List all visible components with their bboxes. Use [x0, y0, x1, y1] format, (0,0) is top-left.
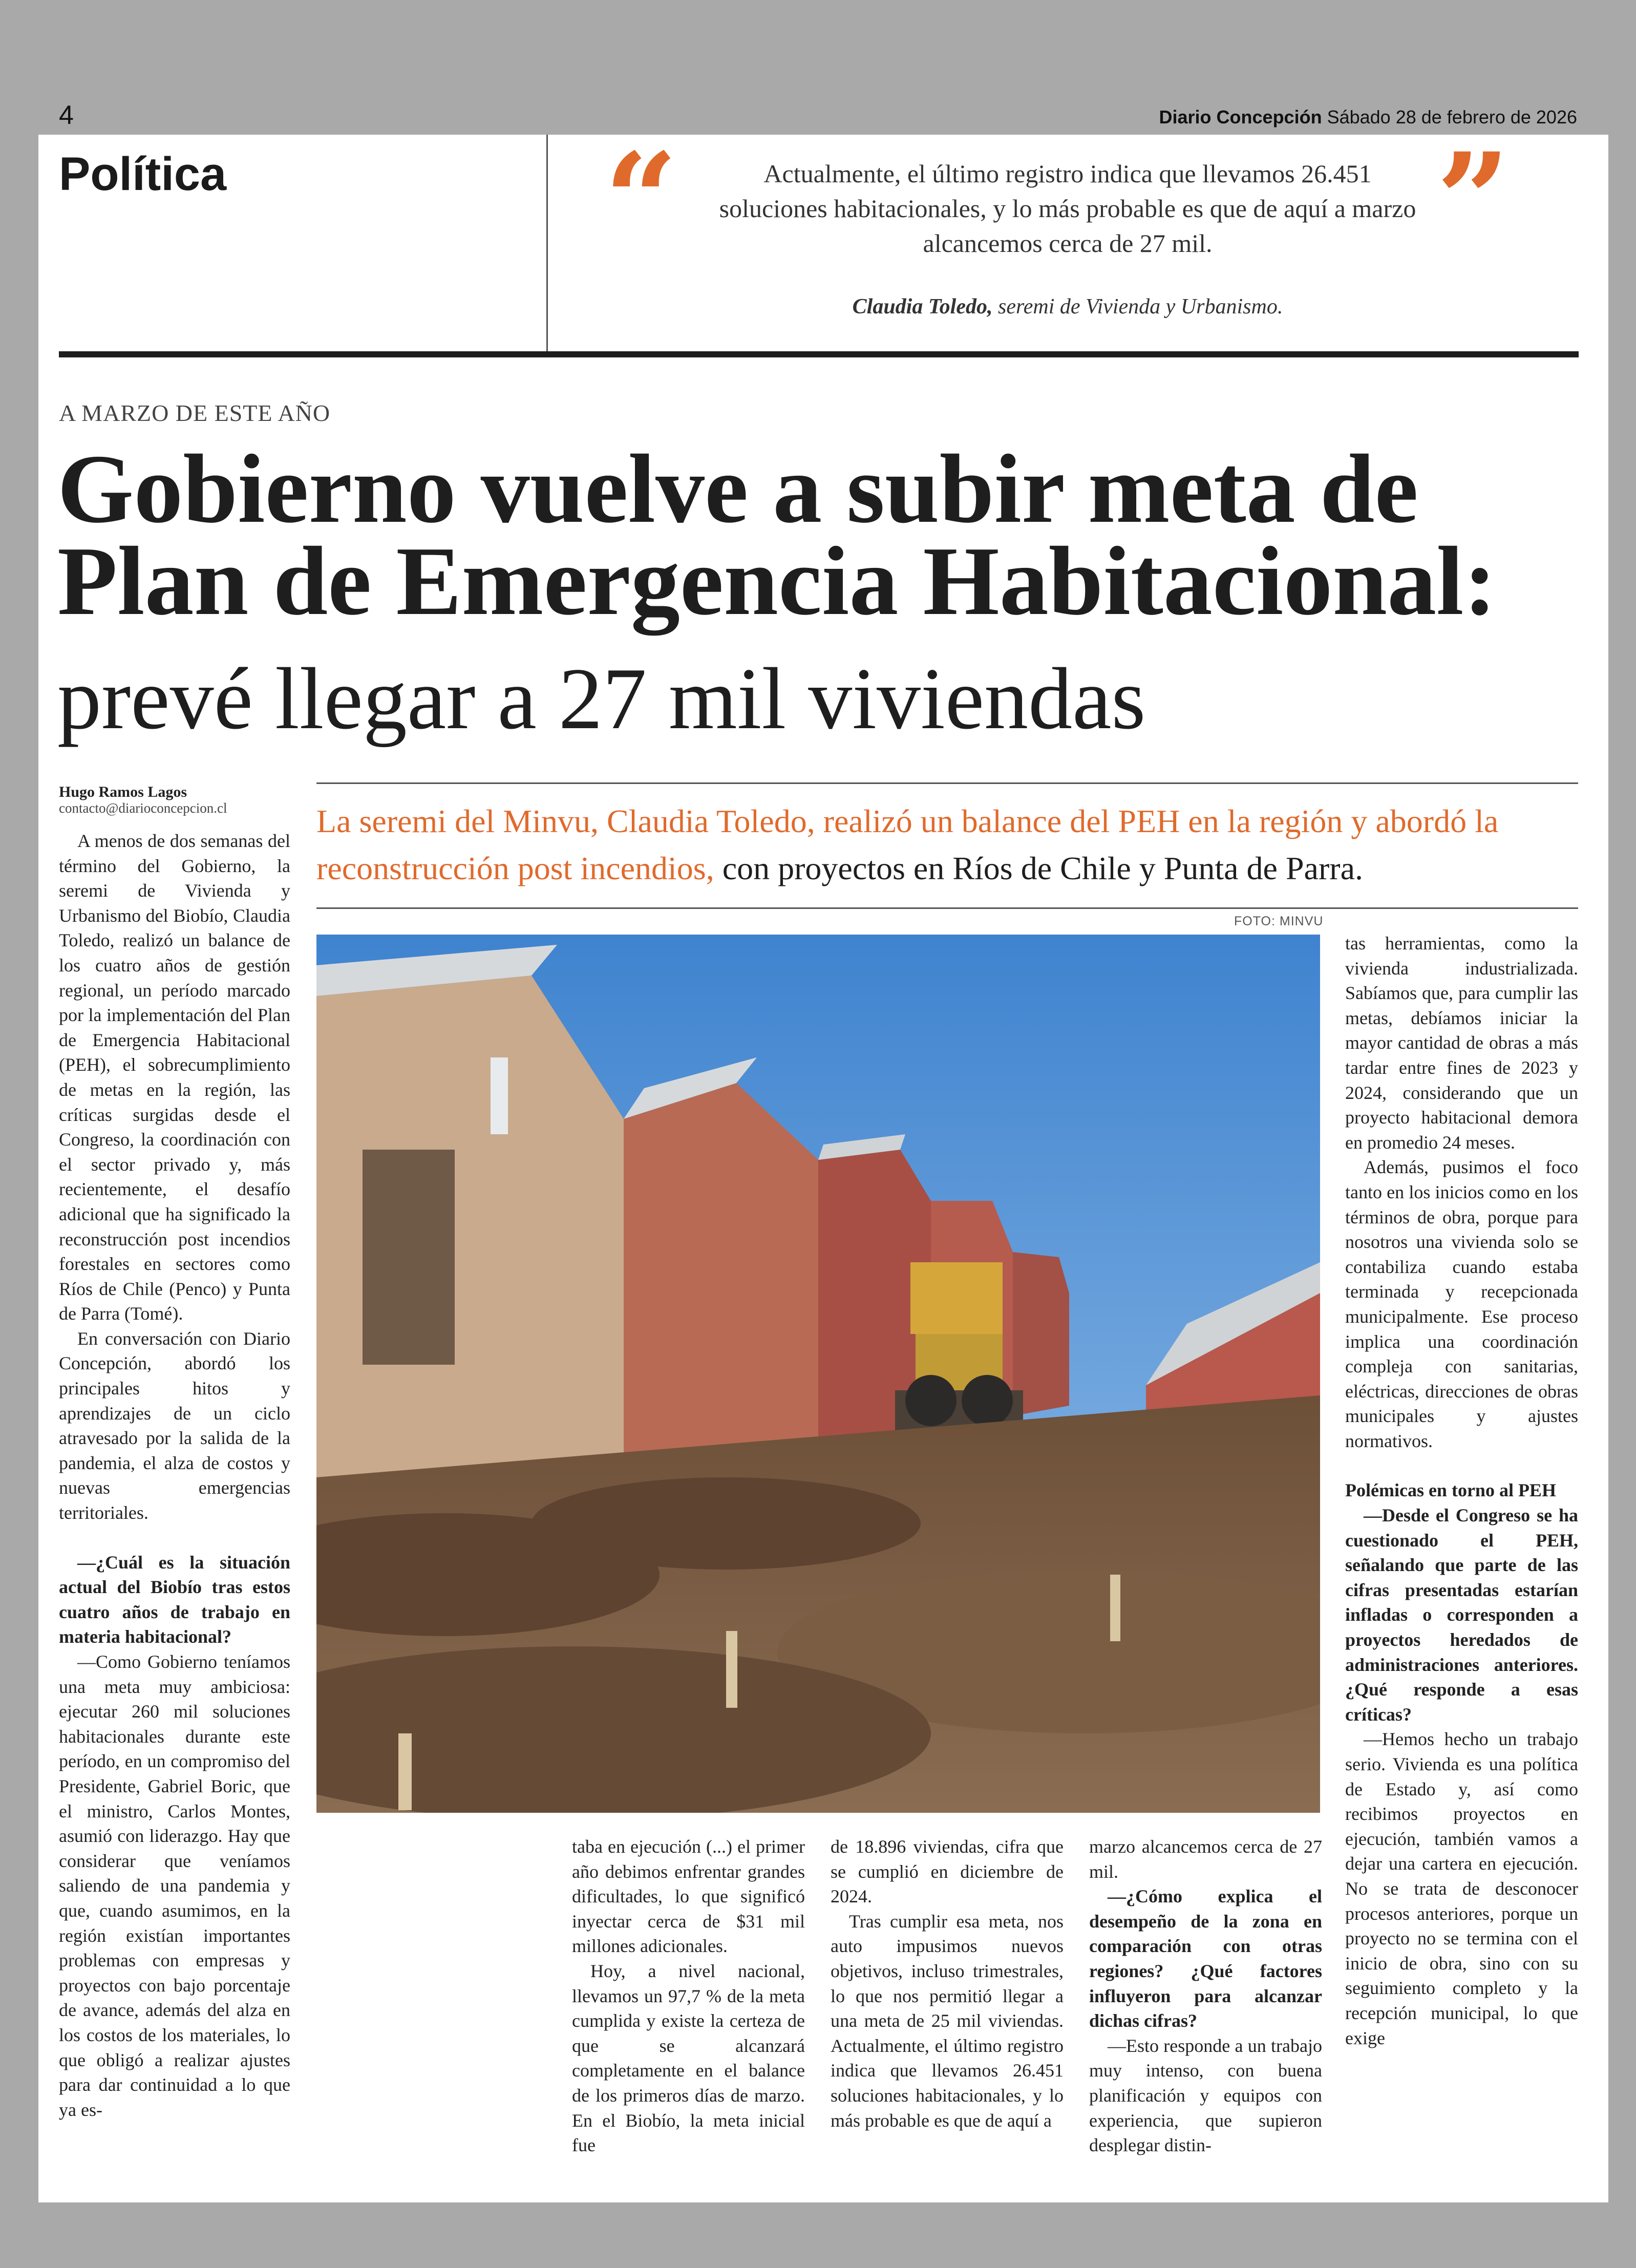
- subsection-heading: Polémicas en torno al PEH: [1345, 1480, 1556, 1501]
- paragraph: Además, pusimos el foco tanto en los inicios como en los términos de obra, porque para nosotros una vivienda solo se contabiliza cuando estaba terminada y recepcionada municipalmente. Ese proceso implica una coordinación compleja con sanitarias, eléctricas, direcciones de obras municipales y ajustes normativos.: [1345, 1157, 1578, 1451]
- open-quote-icon: “: [604, 124, 678, 275]
- quote-attribution: [709, 294, 1426, 319]
- subheadline: prevé llegar a 27 mil viviendas: [57, 650, 1146, 748]
- paragraph: En conversación con Diario Concepción, abordó los principales hitos y aprendizajes de un ciclo atravesado por la salida de la pandemia, el alza de costos y nuevas emergencias territoriales.: [59, 1328, 290, 1523]
- interview-question: —Desde el Congreso se ha cuestionado el PEH, señalando que parte de las cifras presentadas estarían infladas o corresponden a proyectos heredados de administraciones anteriores. ¿Qué responde a esas críticas?: [1345, 1505, 1578, 1725]
- deck-highlight: La seremi del Minvu, Claudia Toledo, realizó un balance del PEH en la región y abordó la reconstrucción post incendios,: [316, 803, 1499, 886]
- publication-name: Diario Concepción: [1159, 107, 1322, 128]
- paragraph: marzo alcancemos cerca de 27 mil.: [1089, 1836, 1322, 1882]
- paragraph: A menos de dos semanas del término del Gobierno, la seremi de Vivienda y Urbanismo del Biobío, Claudia Toledo, realizó un balance de los cuatro años de gestión regional, un período marcado por la implementación del Plan de Emergencia Habitacional (PEH), el sobrecumplimiento de metas en la región, las críticas surgidas desde el Congreso, la coordinación con el sector privado y, más recientemente, el desafío adicional que ha significado la reconstrucción post incendios forestales en sectores como Ríos de Chile (Penco) y Punta de Parra (Tomé).: [59, 831, 290, 1324]
- issue-date: Sábado 28 de febrero de 2026: [1327, 107, 1577, 128]
- deck: [316, 798, 1576, 892]
- byline-author: Hugo Ramos Lagos: [59, 783, 187, 800]
- interview-question: —¿Cómo explica el desempeño de la zona en comparación con otras regiones? ¿Qué factores influyeron para alcanzar dichas cifras?: [1089, 1886, 1322, 2031]
- quote-author: Claudia Toledo,: [852, 295, 993, 319]
- quote-role: seremi de Vivienda y Urbanismo.: [992, 295, 1283, 319]
- paragraph: de 18.896 viviendas, cifra que se cumplió en diciembre de 2024.: [831, 1836, 1064, 1907]
- paragraph: Hoy, a nivel nacional, llevamos un 97,7 % de la meta cumplida y existe la certeza de que se alcanzará completamente en el balance de los primeros días de marzo. En el Biobío, la meta inicial fue: [572, 1960, 805, 2156]
- column-4: [1089, 1834, 1322, 2158]
- paragraph: taba en ejecución (...) el primer año debimos enfrentar grandes dificultades, lo que significó inyectar cerca de $31 mil millones adicionales.: [572, 1836, 805, 1957]
- deck-rest: con proyectos en Ríos de Chile y Punta de Parra.: [714, 850, 1363, 886]
- paragraph: tas herramientas, como la vivienda industrializada. Sabíamos que, para cumplir las metas, debíamos iniciar la mayor cantidad de obras a más tardar entre fines de 2023 y 2024, considerando que un proyecto habitacional demora en promedio 24 meses.: [1345, 933, 1578, 1153]
- column-5: [1345, 931, 1578, 2050]
- paragraph: —Como Gobierno teníamos una meta muy ambiciosa: ejecutar 260 mil soluciones habitacionales durante este período, en un compromiso del Presidente, Gabriel Boric, que el ministro, Carlos Montes, asumió con liderazgo. Hay que considerar que veníamos saliendo de una pandemia y que, cuando asumimos, en la región existían importantes problemas con empresas y proyectos con bajo porcentaje de avance, además del alza en los costos de los materiales, lo que obligó a realizar ajustes para dar continuidad a lo que ya es-: [59, 1651, 290, 2120]
- photo-credit: FOTO: MINVU: [1234, 914, 1324, 928]
- headline: Gobierno vuelve a subir meta de Plan de Emergencia Habitacional:: [57, 434, 1497, 635]
- header-rule: [59, 351, 1579, 357]
- deck-top-rule: [316, 782, 1578, 784]
- byline-email[interactable]: contacto@diarioconcepcion.cl: [59, 800, 227, 816]
- deck-bottom-rule: [316, 907, 1578, 909]
- masthead: [1159, 107, 1577, 128]
- pull-quote: Actualmente, el último registro indica que llevamos 26.451 soluciones habitacionales, y lo más probable es que de aquí a marzo alcancemos cerca de 27 mil.: [719, 159, 1416, 258]
- close-quote-icon: ”: [1436, 124, 1510, 275]
- paragraph: —Esto responde a un trabajo muy intenso, con buena planificación y equipos con experiencia, que supieron desplegar distin-: [1089, 2035, 1322, 2156]
- column-2: [572, 1834, 805, 2158]
- column-3: [831, 1834, 1064, 2133]
- column-1: [59, 829, 290, 2122]
- page-number: 4: [59, 100, 74, 130]
- header-divider: [546, 135, 548, 352]
- paragraph: Tras cumplir esa meta, nos auto impusimos nuevos objetivos, incluso trimestrales, lo que nos permitió llegar a una meta de 25 mil viviendas. Actualmente, el último registro indica que llevamos 26.451 soluciones habitacionales, y lo más probable es que de aquí a: [831, 1911, 1064, 2131]
- kicker: A MARZO DE ESTE AÑO: [59, 400, 331, 426]
- article-photo: [316, 935, 1320, 1813]
- section-title: Política: [59, 148, 227, 200]
- paragraph: —Hemos hecho un trabajo serio. Vivienda es una política de Estado y, así como recibimos proyectos en ejecución, también vamos a dejar una cartera en ejecución. No se trata de desconocer procesos anteriores, porque un proyecto no se termina con el inicio de obra, sino con su seguimiento completo y la recepción municipal, lo que exige: [1345, 1729, 1578, 2048]
- interview-question: —¿Cuál es la situación actual del Biobío tras estos cuatro años de trabajo en materia habitacional?: [59, 1552, 290, 1647]
